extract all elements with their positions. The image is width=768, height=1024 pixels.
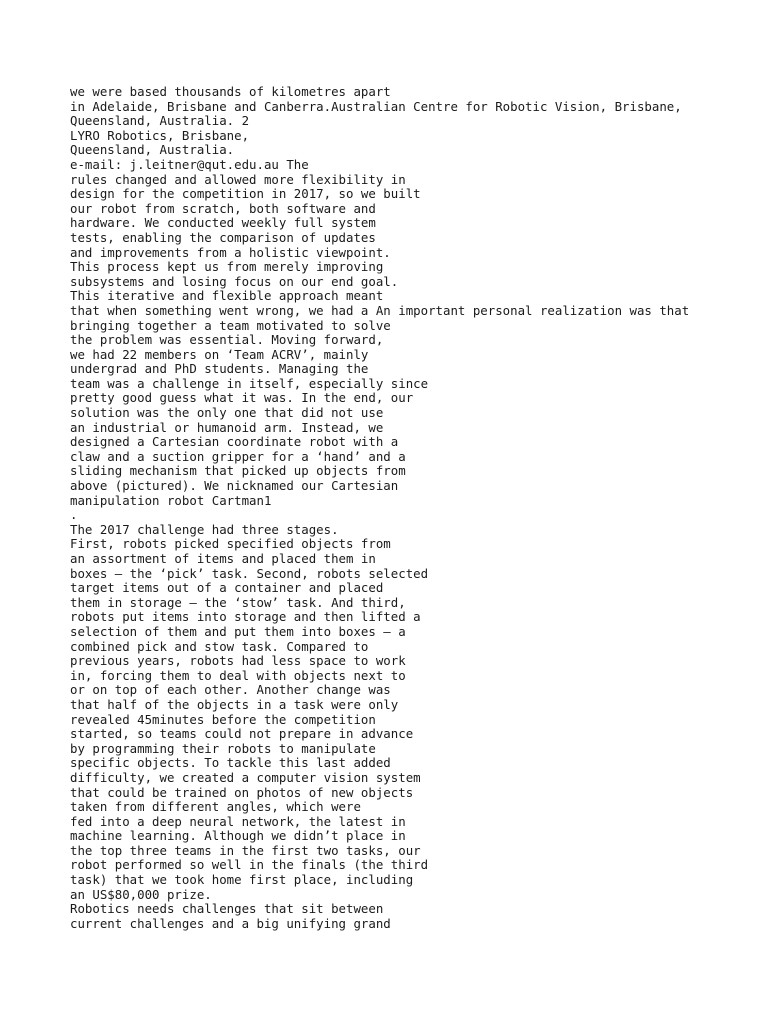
text-line: that could be trained on photos of new objects (70, 784, 414, 800)
text-line: by programming their robots to manipulate (70, 740, 376, 756)
text-line: bringing together a team motivated to solve (70, 317, 391, 333)
text-line: manipulation robot Cartman1 (70, 492, 272, 508)
text-line: that half of the objects in a task were only (70, 696, 399, 712)
body-text (70, 85, 760, 931)
text-line: tests, enabling the comparison of updates (70, 229, 376, 245)
text-line: design for the competition in 2017, so we built (70, 186, 421, 202)
text-line: This iterative and flexible approach meant (70, 288, 384, 304)
text-line: revealed 45minutes before the competition (70, 711, 376, 727)
text-line: and improvements from a holistic viewpoint. (70, 244, 391, 260)
text-line: LYRO Robotics, Brisbane, (70, 127, 250, 143)
text-line: an US$80,000 prize. (70, 886, 212, 902)
text-line: team was a challenge in itself, especially since (70, 375, 429, 391)
text-line: task) that we took home first place, including (70, 872, 414, 888)
text-line: Queensland, Australia. 2 (70, 113, 250, 129)
text-line: in, forcing them to deal with objects next to (70, 667, 406, 683)
text-line: sliding mechanism that picked up objects from (70, 463, 406, 479)
text-line: e-mail: j.leitner@qut.edu.au The (70, 156, 309, 172)
text-line: the problem was essential. Moving forward, (70, 332, 384, 348)
text-line: that when something went wrong, we had a An important personal realization was that (70, 302, 690, 318)
text-line: designed a Cartesian coordinate robot with a (70, 434, 399, 450)
text-line: selection of them and put them into boxes — a (70, 623, 406, 639)
text-line: machine learning. Although we didn’t place in (70, 828, 406, 844)
text-line: started, so teams could not prepare in advance (70, 726, 414, 742)
text-line: subsystems and losing focus on our end goal. (70, 273, 399, 289)
text-line: taken from different angles, which were (70, 799, 361, 815)
text-line: previous years, robots had less space to work (70, 653, 406, 669)
text-line: fed into a deep neural network, the latest in (70, 813, 406, 829)
text-line: above (pictured). We nicknamed our Cartesian (70, 478, 399, 494)
text-line: This process kept us from merely improving (70, 259, 384, 275)
text-line: an industrial or humanoid arm. Instead, we (70, 419, 384, 435)
text-line: an assortment of items and placed them in (70, 551, 376, 566)
text-line: combined pick and stow task. Compared to (70, 638, 369, 654)
text-line: difficulty, we created a computer vision system (70, 769, 421, 785)
text-line: robot performed so well in the finals (the third (70, 857, 429, 873)
text-line: solution was the only one that did not use (70, 405, 384, 421)
text-line: rules changed and allowed more flexibility in (70, 171, 406, 187)
text-line: undergrad and PhD students. Managing the (70, 361, 369, 377)
text-line: Queensland, Australia. (70, 142, 235, 158)
text-line: them in storage — the ‘stow’ task. And third, (70, 594, 406, 610)
text-line: target items out of a container and placed (70, 580, 384, 596)
text-line: hardware. We conducted weekly full system (70, 215, 376, 231)
text-line: or on top of each other. Another change was (70, 682, 391, 698)
text-line: First, robots picked specified objects from (70, 536, 391, 552)
text-line: claw and a suction gripper for a ‘hand’ and a (70, 448, 406, 464)
text-line: current challenges and a big unifying grand (70, 915, 391, 931)
text-line: boxes — the ‘pick’ task. Second, robots selected (70, 565, 429, 581)
text-line: our robot from scratch, both software and (70, 200, 376, 216)
text-line: we were based thousands of kilometres apart (70, 84, 391, 99)
text-line: we had 22 members on ‘Team ACRV’, mainly (70, 346, 369, 362)
text-line: in Adelaide, Brisbane and Canberra.Australian Centre for Robotic Vision, Brisbane, (70, 98, 682, 114)
text-line: Robotics needs challenges that sit between (70, 901, 384, 917)
text-line: robots put items into storage and then lifted a (70, 609, 421, 625)
text-line: the top three teams in the first two tasks, our (70, 842, 421, 858)
text-line: pretty good guess what it was. In the end, our (70, 390, 414, 406)
text-line: specific objects. To tackle this last added (70, 755, 391, 771)
text-line: The 2017 challenge had three stages. (70, 521, 339, 537)
text-line: . (70, 507, 78, 523)
